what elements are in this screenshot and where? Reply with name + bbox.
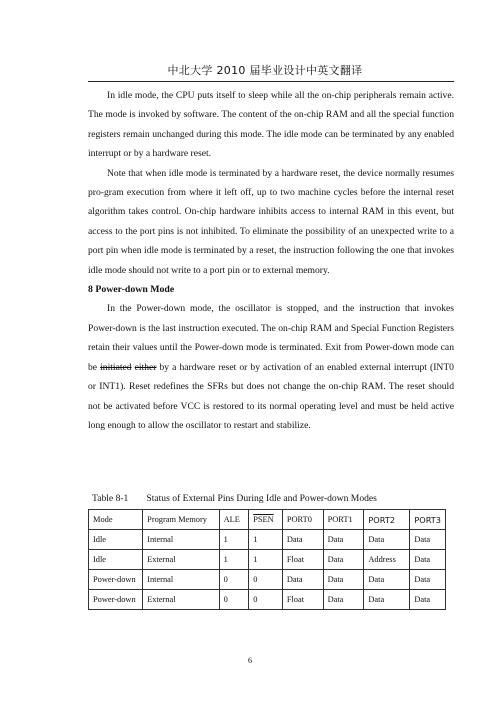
cell-ale: 0 (219, 590, 249, 610)
table-caption (92, 493, 377, 504)
table-row (89, 550, 446, 570)
cell-port0: Data (282, 530, 323, 550)
cell-port2: Data (364, 570, 410, 590)
pin-status-table (88, 509, 446, 610)
col-header-port3: PORT3 (410, 510, 446, 530)
cell-port1: Data (323, 590, 364, 610)
page-header: 中北大学 2010 届毕业设计中英文翻译 (167, 64, 363, 77)
cell-ale: 1 (219, 530, 249, 550)
paragraph-power-down (88, 299, 454, 435)
table-title: Status of External Pins During Idle and Power-down Modes (146, 493, 377, 504)
table-number: Table 8-1 (92, 493, 129, 504)
cell-port2: Data (364, 530, 410, 550)
cell-port1: Data (323, 570, 364, 590)
cell-program-memory: External (143, 550, 219, 570)
cell-psen: 1 (249, 550, 283, 570)
col-header-mode: Mode (89, 510, 143, 530)
cell-port0: Data (282, 570, 323, 590)
paragraph-hardware-reset: Note that when idle mode is terminated by a hardware reset, the device normally resumes pro-gram execution from where it left off, up to two machine cycles before the internal reset algorithm takes control. On-chip hardware inhibits access to internal RAM in this event, but access to the port pins is not inhibited. To eliminate the possibility of an unexpected write to a port pin when idle mode is terminated by a reset, the instruction following the one that invokes idle mode should not write to a port pin or to external memory. (88, 167, 454, 276)
col-header-psen (249, 510, 283, 530)
cell-port3: Data (410, 530, 446, 550)
psen-label: PSEN (253, 515, 274, 524)
col-header-port0: PORT0 (282, 510, 323, 530)
cell-program-memory: Internal (143, 570, 219, 590)
struck-word-either: either (134, 361, 157, 373)
cell-port0: Float (282, 550, 323, 570)
paragraph-power-down-part1: In the Power-down mode, the oscillator is stopped, and the instruction that invokes Power-down is the last instruction executed. The on-chip RAM and Special Function Registers retain their values until the Power-down mode is terminated. Exit from Power-down mode can be (88, 303, 454, 373)
cell-psen: 1 (249, 530, 283, 550)
cell-port1: Data (323, 550, 364, 570)
table-row (89, 590, 446, 610)
cell-mode: Power-down (89, 590, 143, 610)
body-text (88, 86, 454, 435)
cell-port0: Float (282, 590, 323, 610)
cell-mode: Idle (89, 530, 143, 550)
struck-word-initiated: initiated (100, 361, 132, 373)
cell-port3: Data (410, 590, 446, 610)
paragraph-idle-mode: In idle mode, the CPU puts itself to sleep while all the on-chip peripherals remain active. The mode is invoked by software. The content of the on-chip RAM and all the special function registers remain unchanged during this mode. The idle mode can be terminated by any enabled interrupt or by a hardware reset. (88, 90, 454, 160)
cell-port3: Data (410, 570, 446, 590)
cell-mode: Idle (89, 550, 143, 570)
cell-mode: Power-down (89, 570, 143, 590)
cell-ale: 1 (219, 550, 249, 570)
cell-port2: Address (364, 550, 410, 570)
table-row (89, 570, 446, 590)
table-header-row (89, 510, 446, 530)
col-header-port1: PORT1 (323, 510, 364, 530)
table-row (89, 530, 446, 550)
col-header-ale: ALE (219, 510, 249, 530)
cell-port1: Data (323, 530, 364, 550)
cell-port2: Data (364, 590, 410, 610)
cell-program-memory: External (143, 590, 219, 610)
paragraph-power-down-part2: by a hardware reset or by activation of an enabled external interrupt (INT0 or INT1). Reset redefines the SFRs but does not change the on-chip RAM. The reset should not be activated before VCC is restored to its normal operating level and must be held active long enough to allow the oscillator to restart and stabilize. (88, 361, 454, 431)
page-number: 6 (248, 656, 252, 665)
section-heading: 8 Power-down Mode (88, 284, 175, 296)
col-header-port2: PORT2 (364, 510, 410, 530)
cell-psen: 0 (249, 590, 283, 610)
col-header-program-memory: Program Memory (143, 510, 219, 530)
cell-port3: Data (410, 550, 446, 570)
cell-ale: 0 (219, 570, 249, 590)
cell-program-memory: Internal (143, 530, 219, 550)
cell-psen: 0 (249, 570, 283, 590)
header-rule (88, 81, 454, 82)
